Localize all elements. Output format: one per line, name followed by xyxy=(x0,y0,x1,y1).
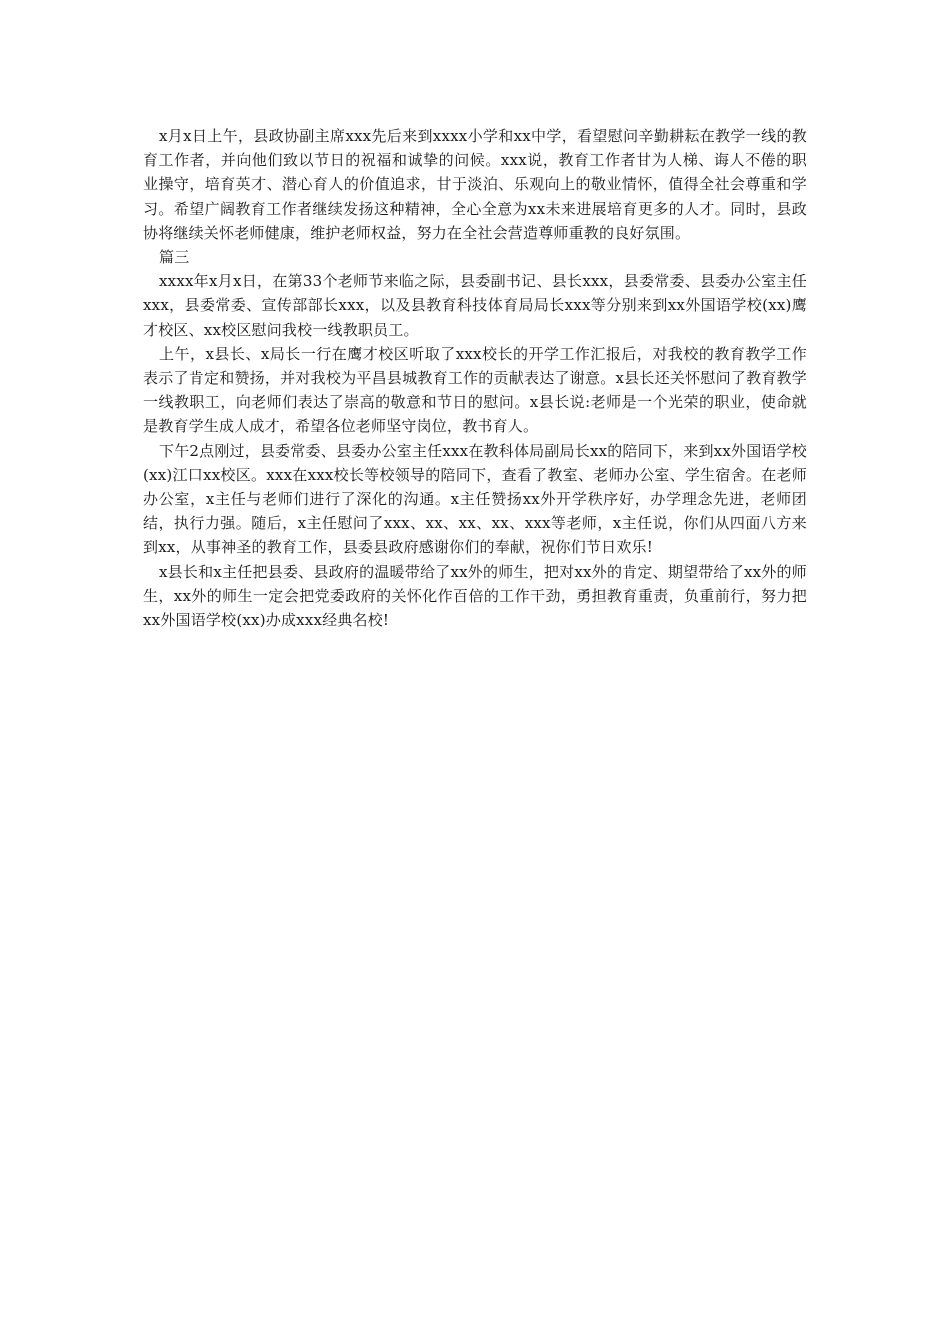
paragraph-5: x县长和x主任把县委、县政府的温暖带给了xx外的师生，把对xx外的肯定、期望带给了xx外的师生，xx外的师生一定会把党委政府的关怀化作百倍的工作干劲，勇担教育重责，负重前行，努力把xx外国语学校(xx)办成xxx经典名校! xyxy=(143,562,807,630)
paragraph-1: x月x日上午，县政协副主席xxx先后来到xxxx小学和xx中学，看望慰问辛勤耕耘在教学一线的教育工作者，并向他们致以节日的祝福和诚挚的问候。xxx说，教育工作者甘为人梯、诲人不倦的职业操守，培育英才、潜心育人的价值追求，甘于淡泊、乐观向上的敬业情怀，值得全社会尊重和学习。希望广阔教育工作者继续发扬这种精神，全心全意为xx未来进展培育更多的人才。同时，县政协将继续关怀老师健康，维护老师权益，努力在全社会营造尊师重教的良好氛围。 xyxy=(143,127,807,242)
section-heading: 篇三 xyxy=(159,248,190,267)
document-page xyxy=(143,124,807,632)
paragraph-4: 下午2点刚过，县委常委、县委办公室主任xxx在教科体局副局长xx的陪同下，来到xx外国语学校(xx)江口xx校区。xxx在xxx校长等校领导的陪同下，查看了教室、老师办公室、学生宿舍。在老师办公室，x主任与老师们进行了深化的沟通。x主任赞扬xx外开学秩序好，办学理念先进，老师团结，执行力强。随后，x主任慰问了xxx、xx、xx、xx、xxx等老师，x主任说，你们从四面八方来到xx，从事神圣的教育工作，县委县政府感谢你们的奉献，祝你们节日欢乐! xyxy=(143,441,807,557)
paragraph-3: 上午，x县长、x局长一行在鹰才校区听取了xxx校长的开学工作汇报后，对我校的教育教学工作表示了肯定和赞扬，并对我校为平昌县城教育工作的贡献表达了谢意。x县长还关怀慰问了教育教学一线教职工，向老师们表达了崇高的敬意和节日的慰问。x县长说:老师是一个光荣的职业，使命就是教育学生成人成才，希望各位老师坚守岗位，教书育人。 xyxy=(143,344,807,436)
paragraph-2: xxxx年x月x日，在第33个老师节来临之际，县委副书记、县长xxx，县委常委、县委办公室主任xxx，县委常委、宣传部部长xxx，以及县教育科技体育局局长xxx等分别来到xx外国语学校(xx)鹰才校区、xx校区慰问我校一线教职员工。 xyxy=(143,272,807,339)
